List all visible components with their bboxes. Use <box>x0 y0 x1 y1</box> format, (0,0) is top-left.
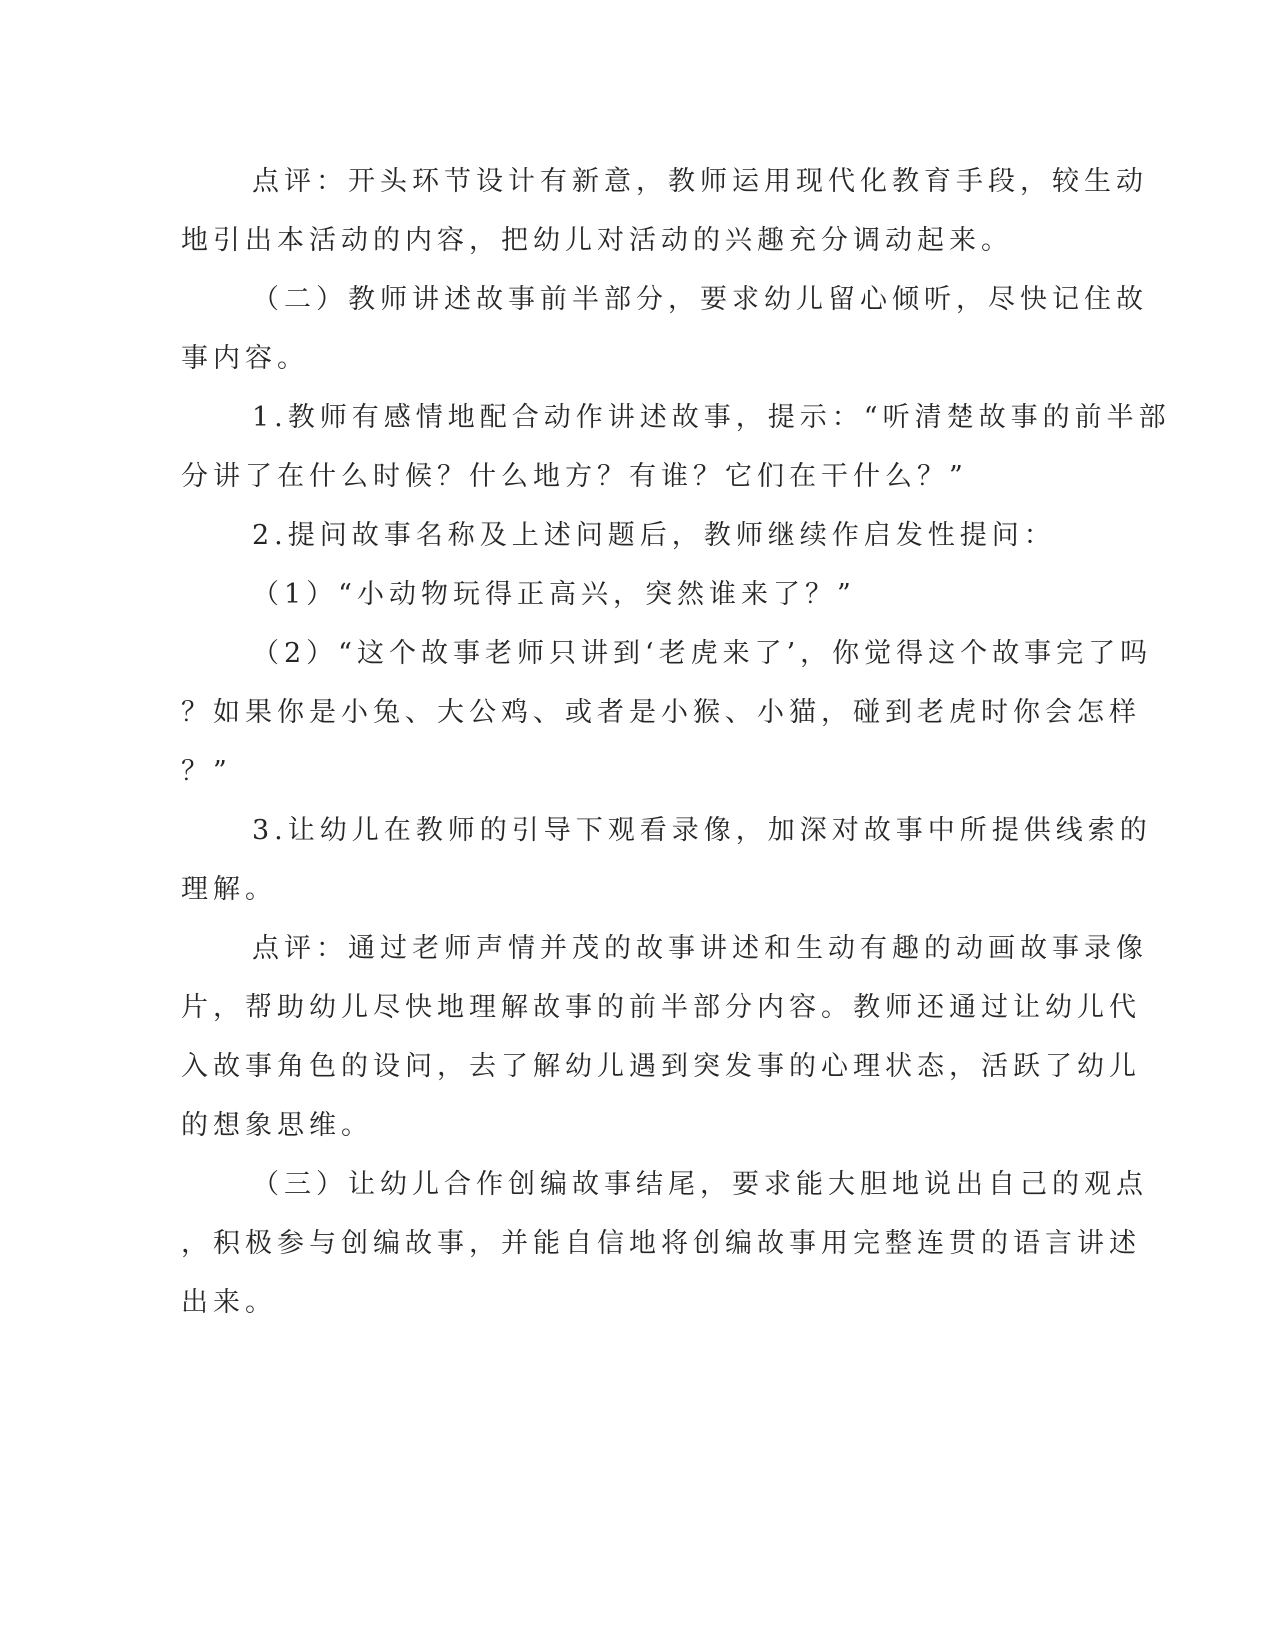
question-2-line-2: ？如果你是小兔、大公鸡、或者是小猴、小猫，碰到老虎时你会怎样 <box>181 697 1141 728</box>
step-1-line-1: 1.教师有感情地配合动作讲述故事，提示：“听清楚故事的前半部 <box>252 402 1171 433</box>
section-2-heading-line-1: （二）教师讲述故事前半部分，要求幼儿留心倾听，尽快记住故 <box>252 284 1148 315</box>
section-3-heading-line-2: ，积极参与创编故事，并能自信地将创编故事用完整连贯的语言讲述 <box>181 1228 1141 1259</box>
section-3-heading-line-1: （三）让幼儿合作创编故事结尾，要求能大胆地说出自己的观点 <box>252 1169 1148 1200</box>
question-2-line-1: （2）“这个故事老师只讲到‘老虎来了’，你觉得这个故事完了吗 <box>252 638 1153 669</box>
comment-2-line-2: 片，帮助幼儿尽快地理解故事的前半部分内容。教师还通过让幼儿代 <box>181 992 1141 1023</box>
section-2-heading-line-2: 事内容。 <box>181 343 309 374</box>
step-3-line-1: 3.让幼儿在教师的引导下观看录像，加深对故事中所提供线索的 <box>252 815 1152 846</box>
comment-1-line-2: 地引出本活动的内容，把幼儿对活动的兴趣充分调动起来。 <box>181 225 1013 256</box>
comment-2-line-1: 点评：通过老师声情并茂的故事讲述和生动有趣的动画故事录像 <box>252 933 1148 964</box>
step-3-line-2: 理解。 <box>181 874 277 905</box>
comment-2-line-4: 的想象思维。 <box>181 1110 373 1141</box>
step-1-line-2: 分讲了在什么时候？什么地方？有谁？它们在干什么？” <box>181 461 968 492</box>
comment-1-line-1: 点评：开头环节设计有新意，教师运用现代化教育手段，较生动 <box>252 166 1148 197</box>
section-3-heading-line-3: 出来。 <box>181 1287 277 1318</box>
question-2-line-3: ？” <box>181 756 232 787</box>
step-2-line-1: 2.提问故事名称及上述问题后，教师继续作启发性提问： <box>252 520 1056 551</box>
comment-2-line-3: 入故事角色的设问，去了解幼儿遇到突发事的心理状态，活跃了幼儿 <box>181 1051 1141 1082</box>
question-1-line: （1）“小动物玩得正高兴，突然谁来了？” <box>252 579 856 610</box>
